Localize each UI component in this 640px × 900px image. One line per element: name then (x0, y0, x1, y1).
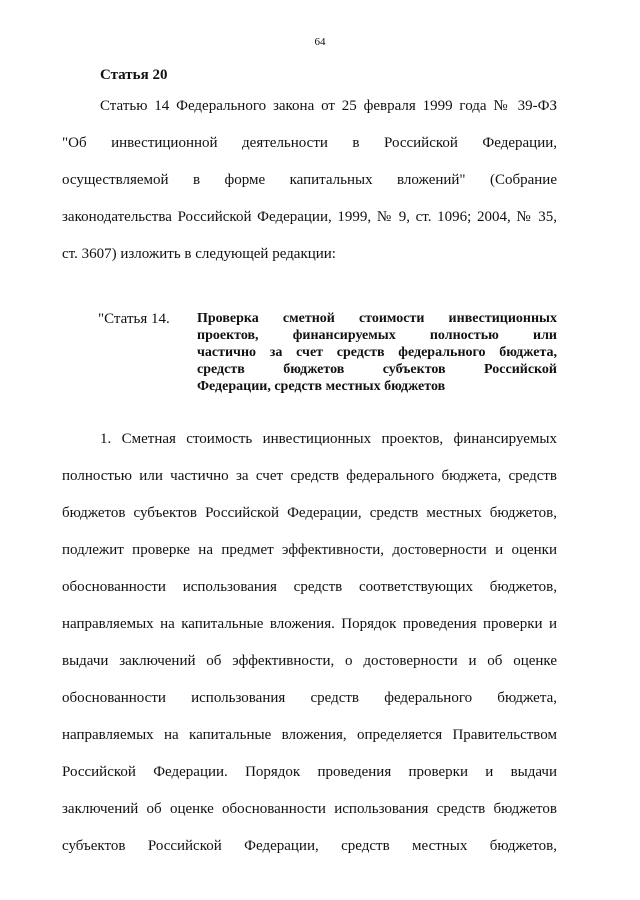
body-line: направляемых на капитальные вложения. Порядок проведения проверки и (62, 616, 557, 632)
new-article-title-line: Проверка сметной стоимости инвестиционных (197, 311, 557, 326)
new-article-title-line: частично за счет средств федерального бюджета, (197, 345, 557, 360)
body-line: заключений об оценке обоснованности использования средств бюджетов (62, 801, 557, 817)
intro-line: "Об инвестиционной деятельности в Российской Федерации, (62, 135, 557, 151)
body-line: направляемых на капитальные вложения, определяется Правительством (62, 727, 557, 743)
body-line: полностью или частично за счет средств федерального бюджета, средств (62, 468, 557, 484)
body-line: бюджетов субъектов Российской Федерации, средств местных бюджетов, (62, 505, 557, 521)
article-heading: Статья 20 (100, 67, 168, 83)
new-article-title-line: проектов, финансируемых полностью или (197, 328, 557, 343)
intro-line: Статью 14 Федерального закона от 25 февраля 1999 года № 39-ФЗ (100, 98, 557, 114)
new-article-label: "Статья 14. (98, 311, 170, 327)
body-line: субъектов Российской Федерации, средств местных бюджетов, (62, 838, 557, 854)
body-line: обоснованности использования средств федерального бюджета, (62, 690, 557, 706)
intro-line: ст. 3607) изложить в следующей редакции: (62, 246, 336, 262)
body-line: обоснованности использования средств соответствующих бюджетов, (62, 579, 557, 595)
body-line: выдачи заключений об эффективности, о достоверности и об оценке (62, 653, 557, 669)
intro-line: законодательства Российской Федерации, 1999, № 9, ст. 1096; 2004, № 35, (62, 209, 557, 225)
page-number: 64 (314, 36, 326, 48)
body-line: 1. Сметная стоимость инвестиционных проектов, финансируемых (100, 431, 557, 447)
body-line: Российской Федерации. Порядок проведения проверки и выдачи (62, 764, 557, 780)
intro-line: осуществляемой в форме капитальных вложений" (Собрание (62, 172, 557, 188)
new-article-title-line: Федерации, средств местных бюджетов (197, 379, 446, 394)
new-article-title-line: средств бюджетов субъектов Российской (197, 362, 557, 377)
body-line: подлежит проверке на предмет эффективности, достоверности и оценки (62, 542, 557, 558)
